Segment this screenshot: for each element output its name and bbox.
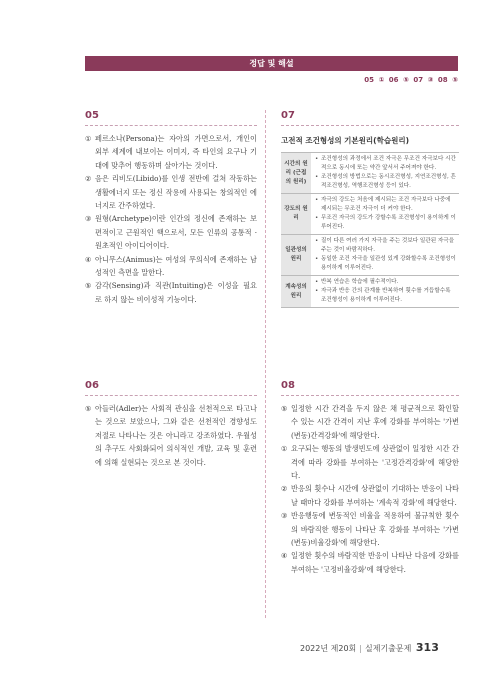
section-rule	[281, 395, 459, 396]
explanation-item: ⑤ 일정한 시간 간격을 두지 않은 채 평균적으로 확인할 수 있는 시간 간격이 지난 후에 강화를 부여하는 '가변(변동)간격강화'에 해당한다.	[281, 404, 459, 440]
section-number-08: 08	[281, 380, 295, 391]
explanation-item: ② 반응의 횟수나 시간에 상관없이 기대하는 반응이 나타날 때마다 강화를 부여하는 '계속적 강화'에 해당한다.	[281, 484, 459, 507]
section-rule	[281, 125, 459, 126]
section-rule	[85, 395, 257, 396]
explanation-item: ③ 반응행동에 변동적인 비율을 적용하여 불규칙한 횟수의 바람직한 행동이 나타난 후 강화를 부여하는 '가변(변동)비율강화'에 해당한다.	[281, 511, 459, 548]
footer-exam: 2022년 제20회	[300, 644, 357, 653]
section-06-body	[85, 402, 257, 469]
section-08-body	[281, 402, 459, 576]
section-number-06: 06	[85, 380, 99, 391]
explanation-item: ① 요구되는 행동의 발생빈도에 상관없이 일정한 시간 간격에 따라 강화를 부여하는 '고정간격강화'에 해당한다.	[281, 444, 459, 481]
section-rule	[85, 125, 257, 126]
explanation-item: ① 페르소나(Persona)는 자아의 가면으로서, 개인이 외부 세계에 내보이는 이미지, 즉 타인의 요구나 기대에 맞추어 행동하며 살아가는 것이다.	[85, 134, 257, 170]
answer-banner: 정답 및 해설	[85, 56, 458, 71]
row-description: • 질이 다른 여러 가지 자극을 주는 것보다 일관된 자극을 주는 것이 바람직하다. • 동일한 조건 자극을 일관성 있게 강화할수록 조건형성이 용이하게 이루어진다.	[311, 235, 459, 276]
section-05-body	[85, 132, 257, 306]
table-row	[281, 194, 459, 235]
page-footer	[300, 641, 439, 654]
answer-key: 05 ① 06 ⑤ 07 ③ 08 ⑤	[364, 76, 458, 84]
footer-separator: |	[359, 644, 362, 653]
table-title: 고전적 조건형성의 기본원리(학습원리)	[281, 136, 409, 145]
row-description: • 반복 연습은 학습에 필수적이다. • 자극과 반응 간의 관계를 반복하여 횟수를 거듭할수록 조건형성이 용이하게 이루어진다.	[311, 276, 459, 308]
row-label: 계속성의 원리	[281, 276, 311, 308]
row-label: 시간의 원리 (근접의 원리)	[281, 153, 311, 194]
explanation-item: ③ 원형(Archetype)이란 인간의 정신에 존재하는 보편적이고 근원적인 핵으로서, 모든 인류의 공통적 · 원초적인 아이디어이다.	[85, 214, 257, 251]
explanation-item: ⑤ 감각(Sensing)과 직관(Intuiting)은 이성을 필요로 하지 않는 비이성적 기능이다.	[85, 281, 257, 304]
row-label: 강도의 원리	[281, 194, 311, 235]
row-label: 일관성의 원리	[281, 235, 311, 276]
explanation-item: ④ 아니무스(Animus)는 여성의 무의식에 존재하는 남성적인 측면을 말한다.	[85, 254, 257, 278]
table-row	[281, 276, 459, 308]
page-number: 313	[415, 641, 439, 654]
table-row	[281, 235, 459, 276]
table-row	[281, 153, 459, 194]
section-number-07: 07	[281, 110, 295, 121]
row-description: • 자극의 강도는 처음에 제시되는 조건 자극보다 나중에 제시되는 무조건 자극이 더 커야 한다. • 무조건 자극의 강도가 강할수록 조건형성이 용이하게 이루어진다.	[311, 194, 459, 235]
explanation-item: ④ 일정한 횟수의 바람직한 반응이 나타난 다음에 강화를 부여하는 '고정비율강화'에 해당한다.	[281, 551, 459, 574]
section-number-05: 05	[85, 110, 99, 121]
column-divider	[265, 110, 266, 618]
row-description: • 조건형성의 과정에서 조건 자극은 무조건 자극보다 시간적으로 동시에 또는 약간 앞서서 주어져야 한다. • 조건형성의 방법으로는 동시조건형성, 지연조건형성, 흔적조건형성, 역행조건형성 등이 있다.	[311, 153, 459, 194]
principles-table	[281, 152, 459, 308]
explanation-item: ② 음은 리비도(Libido)를 인생 전반에 걸쳐 작동하는 생활에너지 또는 정신 작용에 사용되는 창의적인 에너지로 간주하였다.	[85, 174, 257, 211]
footer-label: 실제기출문제	[364, 644, 412, 653]
explanation-item: ⑤ 아들러(Adler)는 사회적 관심을 선천적으로 타고나는 것으로 보았으나, 그와 같은 선천적인 경향성도 저절로 나타나는 것은 아니라고 강조하였다. 우월성의 추구도 사회화되어 의식적인 개발, 교육 및 훈련에 의해 실현되는 것으로 본 것이다.	[85, 404, 257, 467]
